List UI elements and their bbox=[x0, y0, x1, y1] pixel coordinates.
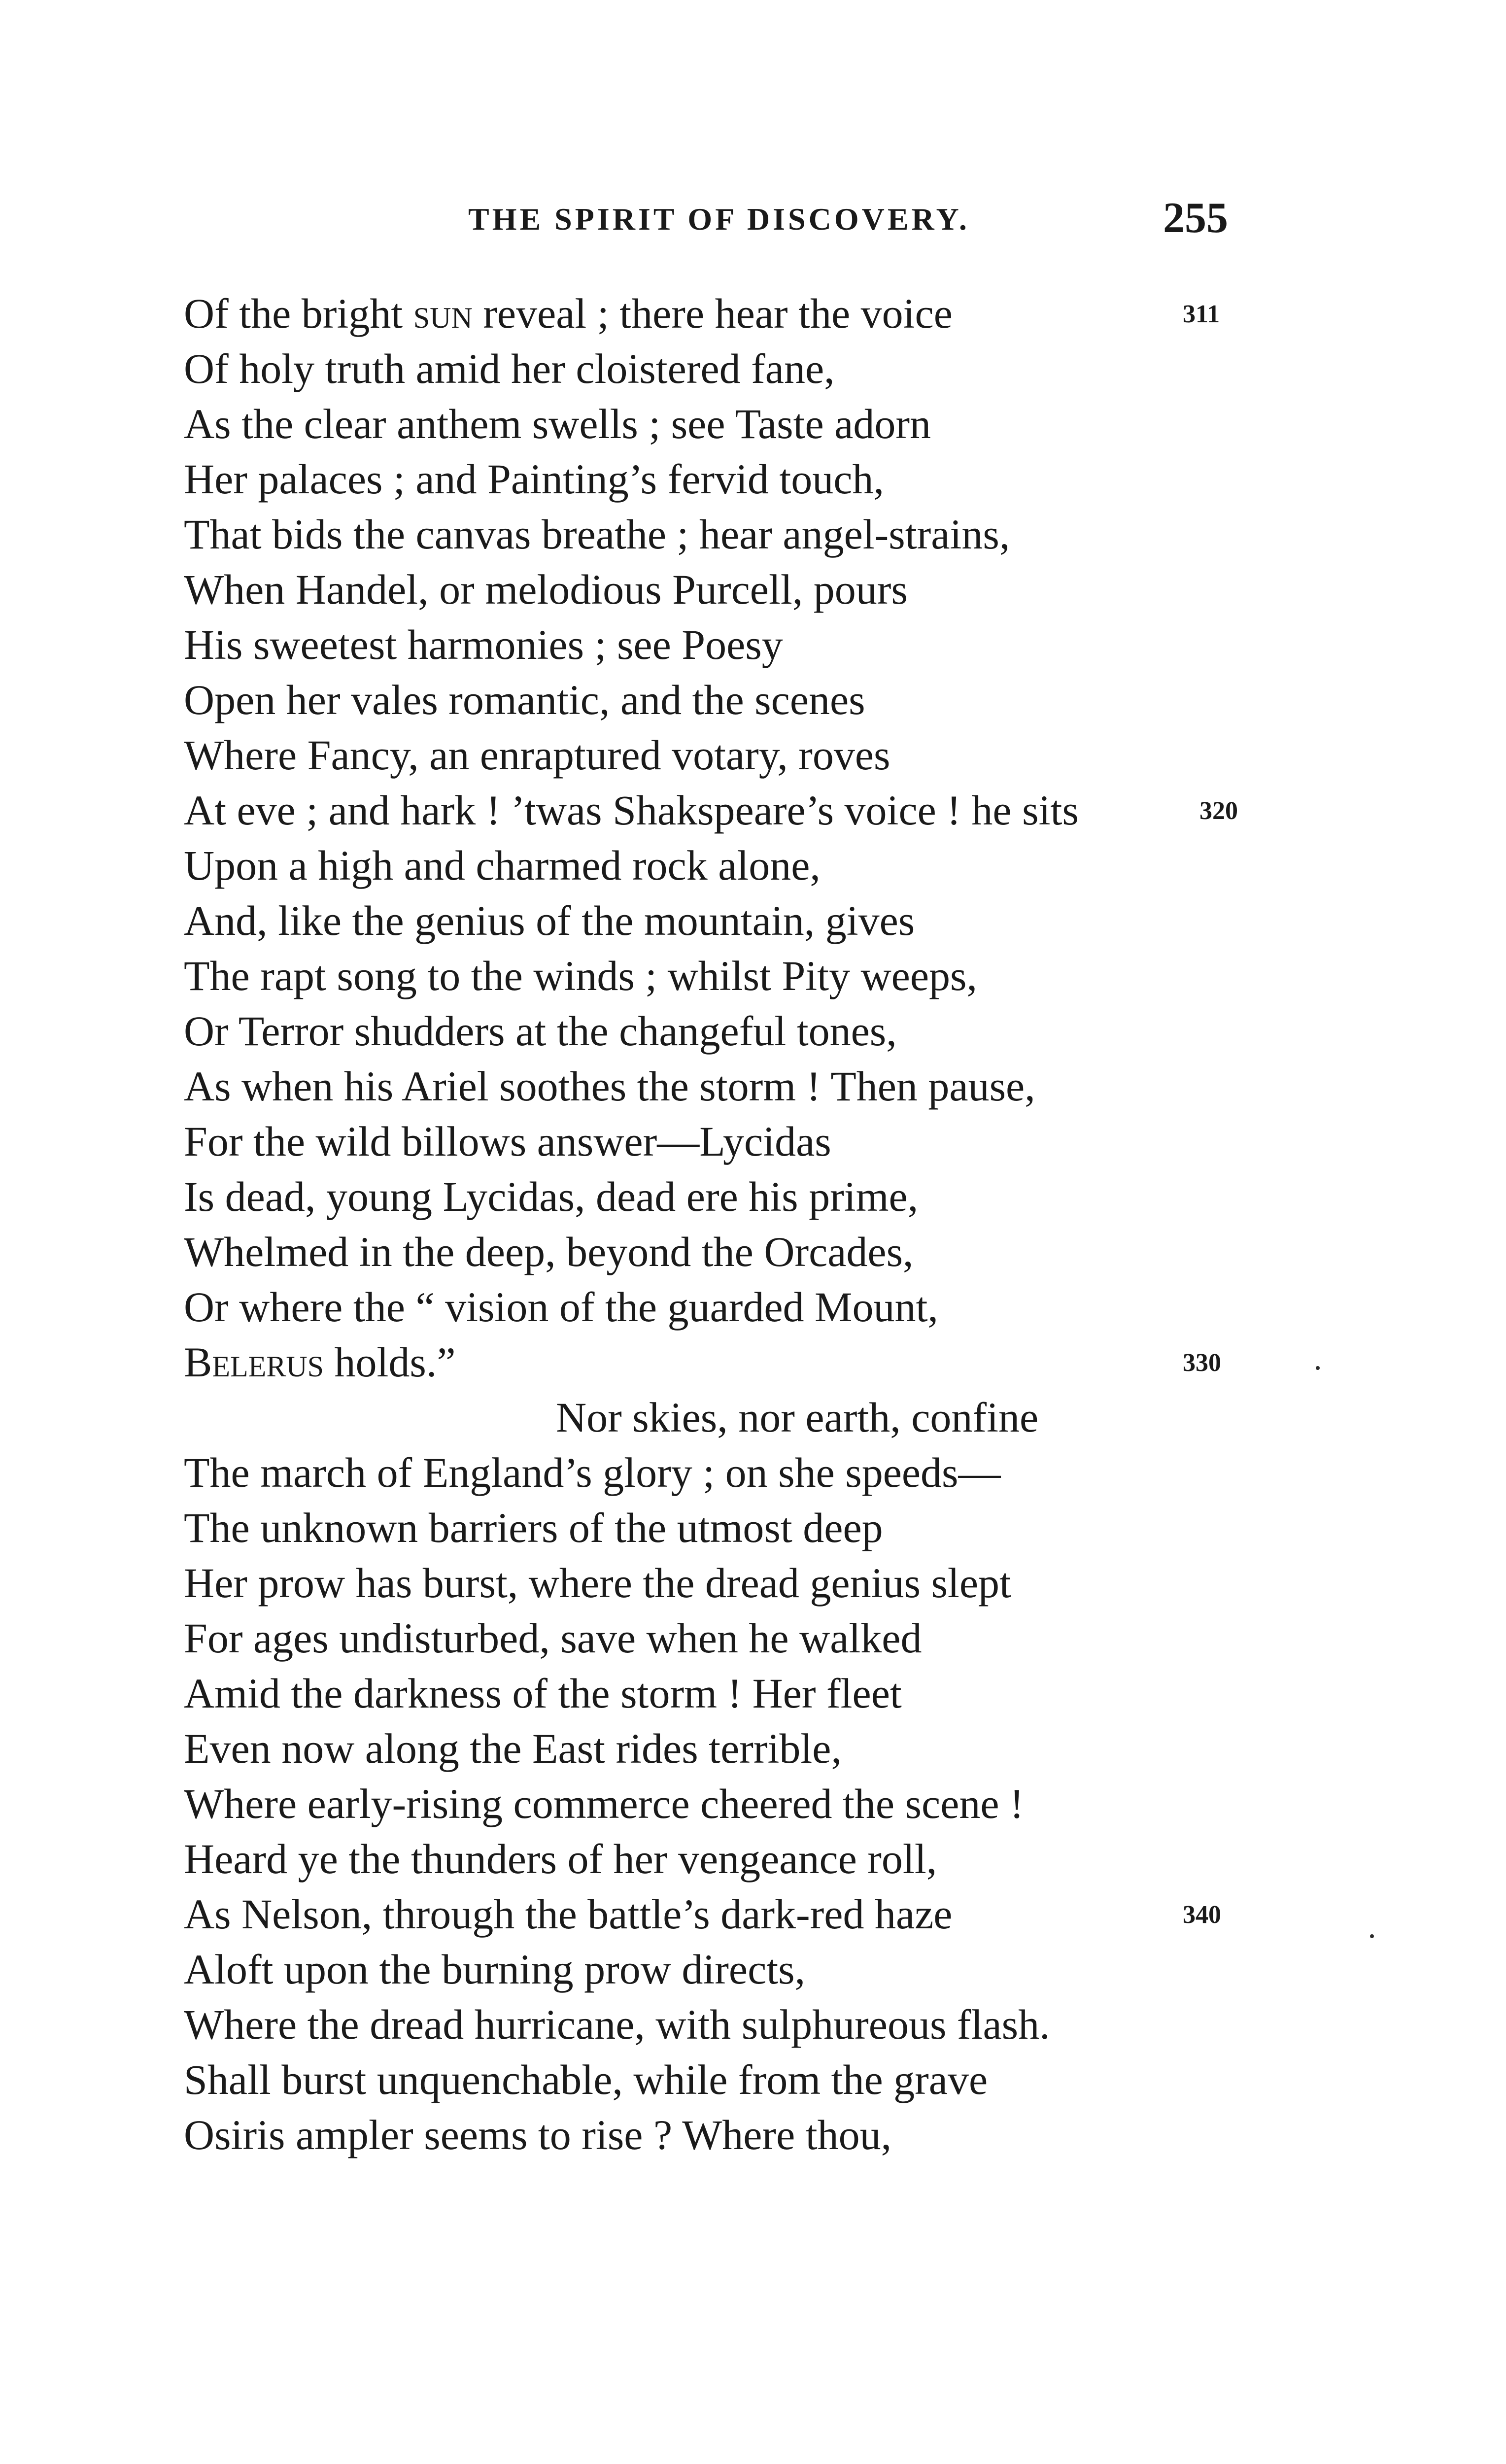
verse-line: Of holy truth amid her cloistered fane, bbox=[184, 345, 835, 392]
verse-line: Even now along the East rides terrible, bbox=[184, 1725, 842, 1772]
verse-line: The unknown barriers of the utmost deep bbox=[184, 1504, 883, 1551]
print-speck bbox=[1316, 1366, 1320, 1370]
verse-line: As the clear anthem swells ; see Taste adorn bbox=[184, 400, 931, 447]
verse-line: That bids the canvas breathe ; hear angel-strains, bbox=[184, 511, 1010, 558]
verse-line: As Nelson, through the battle’s dark-red haze bbox=[184, 1890, 953, 1938]
verse-line: For the wild billows answer—Lycidas bbox=[184, 1118, 831, 1165]
verse-line: Or Terror shudders at the changeful tones, bbox=[184, 1007, 897, 1055]
verse-line: For ages undisturbed, save when he walked bbox=[184, 1614, 922, 1662]
verse-line: Where Fancy, an enraptured votary, roves bbox=[184, 731, 890, 779]
verse-line: And, like the genius of the mountain, gives bbox=[184, 897, 915, 944]
page-number: 255 bbox=[1163, 194, 1228, 242]
verse-line: Amid the darkness of the storm ! Her fleet bbox=[184, 1670, 902, 1717]
running-title: THE SPIRIT OF DISCOVERY. bbox=[468, 202, 970, 237]
line-number: 330 bbox=[1183, 1349, 1221, 1377]
verse-line: Where early-rising commerce cheered the scene ! bbox=[184, 1780, 1024, 1827]
verse-line: The march of England’s glory ; on she speeds— bbox=[184, 1449, 1001, 1496]
verse-line: When Handel, or melodious Purcell, pours bbox=[184, 566, 908, 613]
print-speck bbox=[1370, 1934, 1374, 1938]
line-number: 311 bbox=[1183, 300, 1220, 328]
verse-line: Whelmed in the deep, beyond the Orcades, bbox=[184, 1228, 914, 1275]
verse-line: Open her vales romantic, and the scenes bbox=[184, 676, 865, 723]
verse-line: Her palaces ; and Painting’s fervid touch, bbox=[184, 455, 884, 503]
verse-line: The rapt song to the winds ; whilst Pity weeps, bbox=[184, 952, 977, 999]
verse-line: Aloft upon the burning prow directs, bbox=[184, 1946, 806, 1993]
verse-line: Belerus holds.” bbox=[184, 1338, 456, 1386]
verse-line: Nor skies, nor earth, confine bbox=[556, 1394, 1039, 1441]
verse-line: Or where the “ vision of the guarded Mount, bbox=[184, 1283, 938, 1331]
verse-line: His sweetest harmonies ; see Poesy bbox=[184, 621, 783, 668]
verse-line: Upon a high and charmed rock alone, bbox=[184, 842, 821, 889]
verse-line: As when his Ariel soothes the storm ! Then pause, bbox=[184, 1062, 1035, 1110]
verse-line: Where the dread hurricane, with sulphureous flash. bbox=[184, 2001, 1050, 2048]
verse-line: Of the bright sun reveal ; there hear the voice bbox=[184, 290, 953, 337]
verse-line: Shall burst unquenchable, while from the grave bbox=[184, 2056, 988, 2103]
verse-line: Heard ye the thunders of her vengeance roll, bbox=[184, 1835, 937, 1882]
line-number: 340 bbox=[1183, 1901, 1221, 1929]
verse-line: Her prow has burst, where the dread genius slept bbox=[184, 1559, 1011, 1607]
verse-line: Osiris ampler seems to rise ? Where thou, bbox=[184, 2111, 892, 2158]
verse-line: At eve ; and hark ! ’twas Shakspeare’s voice ! he sits bbox=[184, 787, 1079, 834]
verse-line: Is dead, young Lycidas, dead ere his prime, bbox=[184, 1173, 919, 1220]
line-number: 320 bbox=[1199, 797, 1238, 825]
